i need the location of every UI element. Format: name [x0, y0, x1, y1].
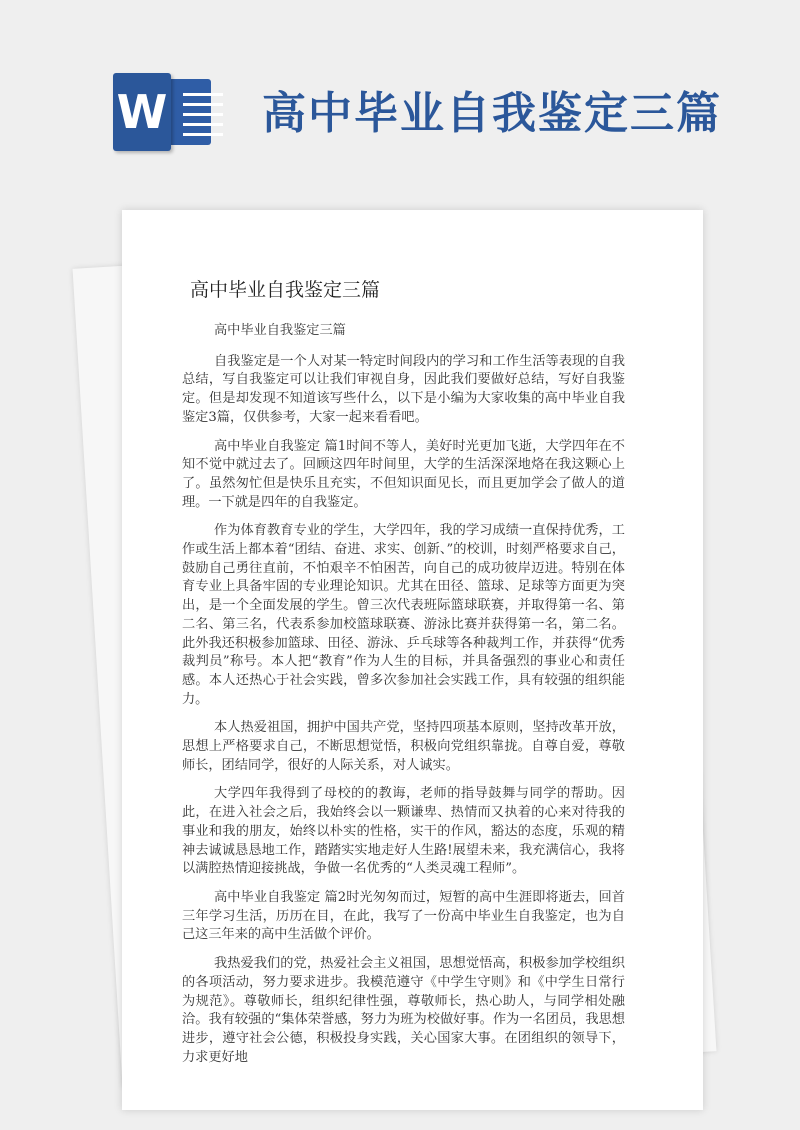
document-subtitle: 高中毕业自我鉴定三篇: [214, 323, 346, 338]
paragraph: 高中毕业自我鉴定 篇1时间不等人，美好时光更加飞逝，大学四年在不知不觉中就过去了。回顾这四年时间里，大学的生活深深地烙在我这颗心上了。虽然匆忙但是快乐且充实，不但知识面见长，而且更加学会了做人的道理。一下就是四年的自我鉴定。: [182, 438, 625, 510]
word-icon: [113, 73, 213, 151]
paragraph: 作为体育教育专业的学生，大学四年，我的学习成绩一直保持优秀，工作或生活上都本着“团结、奋进、求实、创新、”的校训，时刻严格要求自己，鼓励自己勇往直前，不怕艰辛不怕困苦，向自己的成功彼岸迈进。特别在体育专业上具备牢固的专业理论知识。尤其在田径、篮球、足球等方面更为突出，是一个全面发展的学生。曾三次代表班际篮球联赛，并取得第一名、第二名、第三名，代表系参加校篮球联赛、游泳比赛并获得第一名，第二名。此外我还积极参加篮球、田径、游泳、乒乓球等各种裁判工作，并获得“优秀裁判员”称号。本人把“教育”作为人生的目标，并具备强烈的事业心和责任感。本人还热心于社会实践，曾多次参加社会实践工作，具有较强的组织能力。: [182, 523, 625, 707]
document-title: 高中毕业自我鉴定三篇: [190, 279, 381, 301]
header-banner: [0, 0, 800, 205]
banner-title: 高中毕业自我鉴定三篇: [262, 88, 722, 139]
word-icon-tile: [113, 73, 171, 151]
paragraph: 自我鉴定是一个人对某一特定时间段内的学习和工作生活等表现的自我总结，写自我鉴定可以让我们审视自身，因此我们要做好总结，写好自我鉴定。但是却发现不知道该写些什么，以下是小编为大家收集的高中毕业自我鉴定3篇，仅供参考，大家一起来看看吧。: [182, 353, 625, 425]
paragraph: 大学四年我得到了母校的的教诲，老师的指导鼓舞与同学的帮助。因此，在进入社会之后，我始终会以一颗谦卑、热情而又执着的心来对待我的事业和我的朋友，始终以朴实的性格，实干的作风，豁达的态度，乐观的精神去诚诚恳恳地工作，踏踏实实地走好人生路!展望未来，我充满信心，我将以满腔热情迎接挑战，争做一名优秀的“人类灵魂工程师”。: [182, 786, 625, 877]
document-body: [182, 322, 625, 1077]
paragraph: 本人热爱祖国，拥护中国共产党，坚持四项基本原则，坚持改革开放，思想上严格要求自己，不断思想觉悟，积极向党组织靠拢。自尊自爱，尊敬师长，团结同学，很好的人际关系，对人诚实。: [182, 720, 625, 773]
document-page: [122, 210, 703, 1110]
word-icon-lines: [183, 93, 223, 143]
word-icon-letter: W: [116, 85, 168, 139]
paragraph: 高中毕业自我鉴定 篇2时光匆匆而过，短暂的高中生涯即将逝去，回首三年学习生活，历历在目，在此，我写了一份高中毕业生自我鉴定，也为自己这三年来的高中生活做个评价。: [182, 889, 625, 943]
paragraph: 我热爱我们的党，热爱社会主义祖国，思想觉悟高，积极参加学校组织的各项活动，努力要求进步。我模范遵守《中学生守则》和《中学生日常行为规范》。尊敬师长，组织纪律性强，尊敬师长，热心助人，与同学相处融洽。我有较强的“集体荣誉感，努力为班为校做好事。作为一名团员，我思想进步，遵守社会公德，积极投身实践，关心国家大事。在团组织的领导下，力求更好地: [182, 956, 625, 1065]
